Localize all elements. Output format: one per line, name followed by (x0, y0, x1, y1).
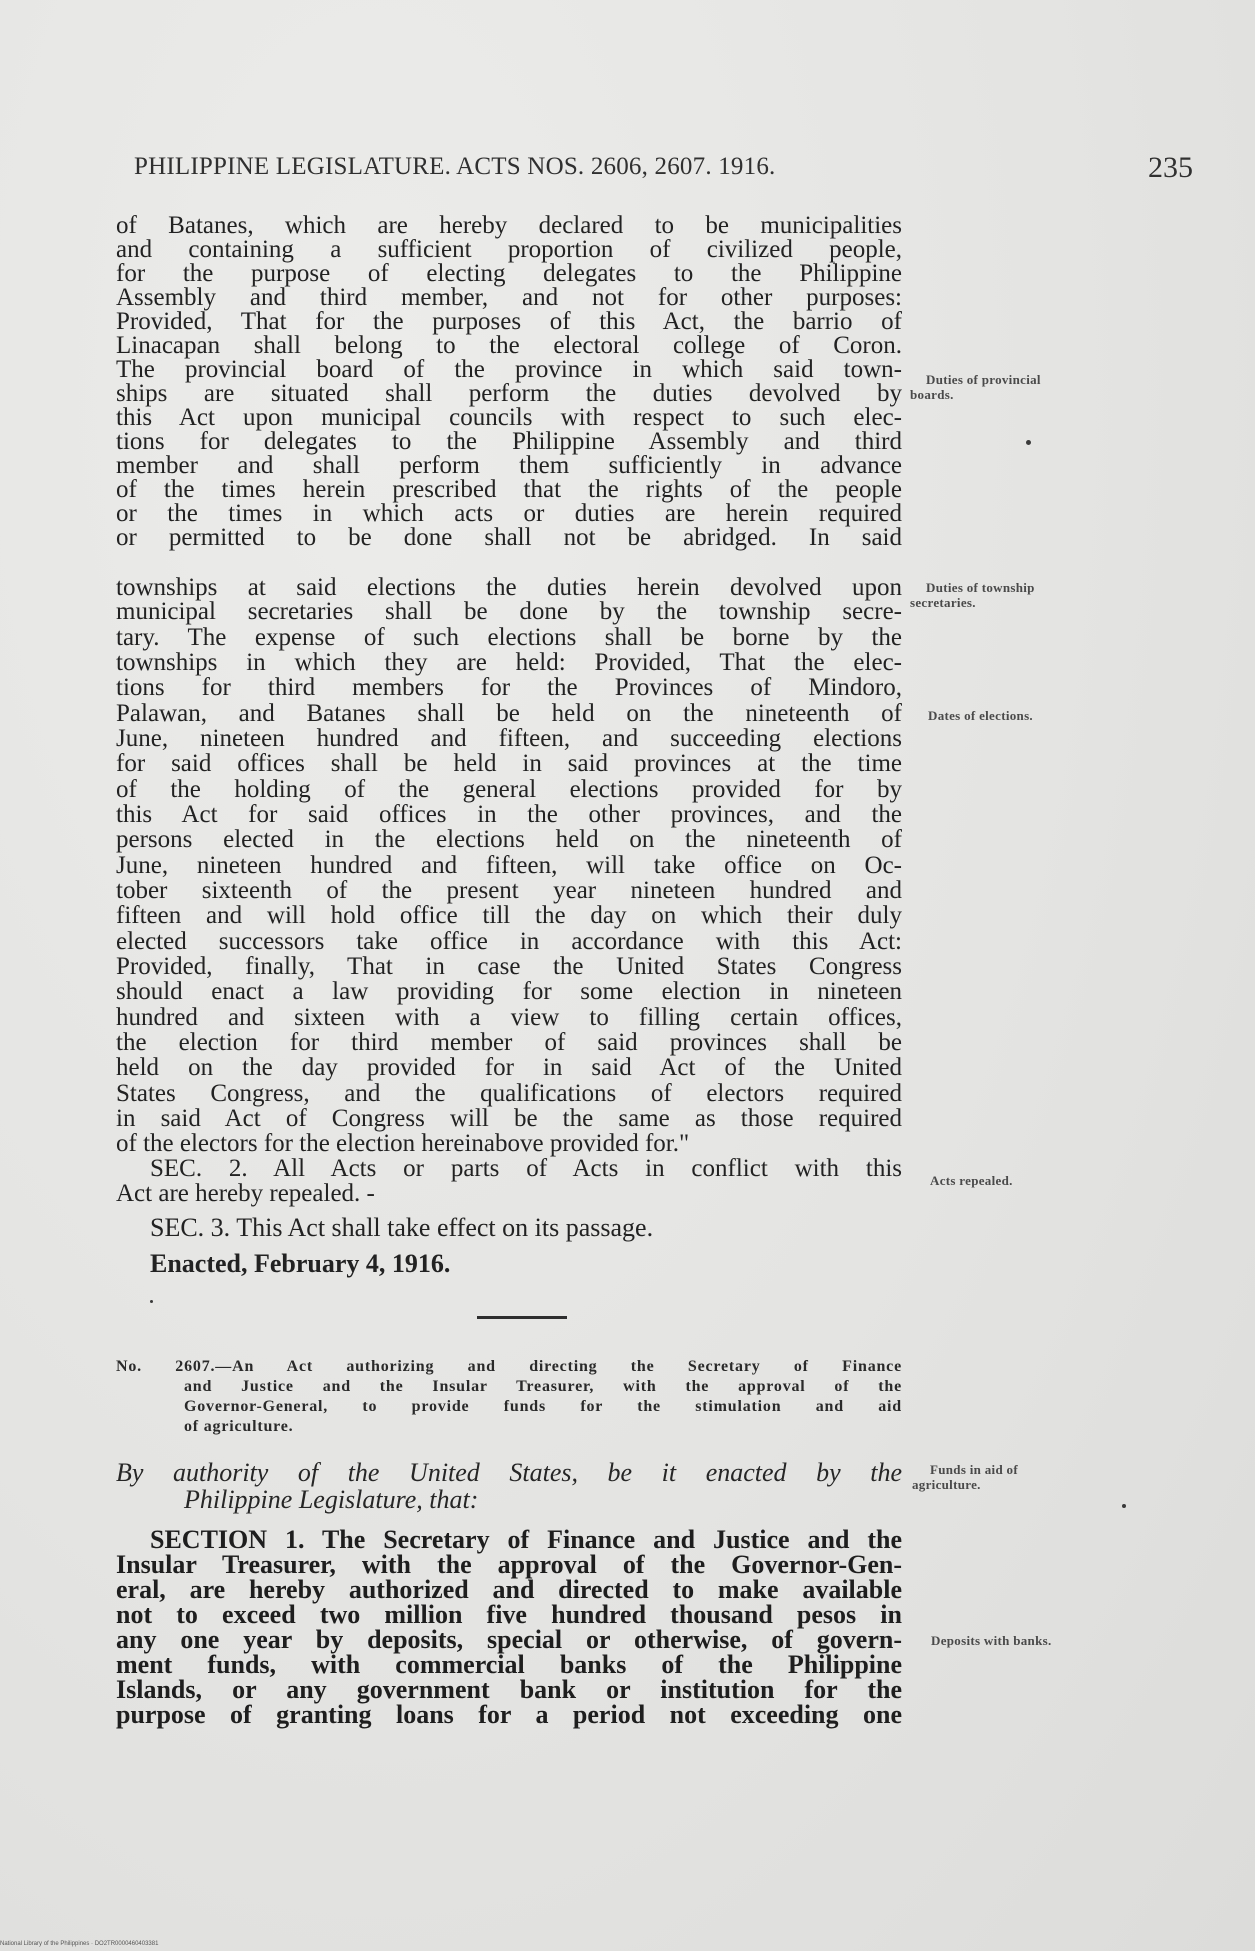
section-1-line: Islands, or any government bank or institution for the (116, 1675, 902, 1704)
enacting-clause: By authority of the United States, be it enacted by the (116, 1458, 902, 1487)
text-line: June, nineteen hundred and fifteen, will take office on Oc- (116, 852, 902, 879)
text-line: tions for delegates to the Philippine Assembly and third (116, 428, 902, 455)
text-line: townships at said elections the duties herein devolved upon (116, 574, 902, 601)
text-line: Palawan, and Batanes shall be held on the nineteenth of (116, 700, 902, 727)
text-line: in said Act of Congress will be the same as those required (116, 1105, 902, 1132)
text-line: for the purpose of electing delegates to the Philippine (116, 260, 902, 287)
section-1-line: Insular Treasurer, with the approval of the Governor-Gen- (116, 1550, 902, 1579)
margin-note-text: boards. (910, 387, 954, 402)
section-3: SEC. 3. This Act shall take effect on its passage. (150, 1213, 654, 1242)
text-line: tions for third members for the Provinces of Mindoro, (116, 674, 902, 701)
text-line: of the holding of the general elections provided for by (116, 776, 902, 803)
text-line: Provided, finally, That in case the United States Congress (116, 953, 902, 980)
margin-note-text: Duties of provincial (926, 372, 1041, 387)
enacted-date: Enacted, February 4, 1916. (150, 1249, 451, 1278)
text-line: of the electors for the election hereinabove provided for." (116, 1130, 690, 1157)
text-line: Linacapan shall belong to the electoral college of Coron. (116, 332, 902, 359)
enacting-clause: Philippine Legislature, that: (184, 1485, 479, 1514)
section-1-line: ment funds, with commercial banks of the Philippine (116, 1650, 902, 1679)
text-line: or the times in which acts or duties are herein required (116, 500, 902, 527)
text-line: townships in which they are held: Provided, That the elec- (116, 649, 902, 676)
scan-speck (1122, 1504, 1126, 1508)
margin-note-deposits-banks: Deposits with banks. (931, 1633, 1052, 1648)
text-line: ships are situated shall perform the duties devolved by (116, 380, 902, 407)
text-line: of Batanes, which are hereby declared to be municipalities (116, 212, 902, 239)
margin-note-text: secretaries. (910, 595, 976, 610)
margin-note-dates-elections: Dates of elections. (928, 708, 1033, 723)
text-line: municipal secretaries shall be done by the township secre- (116, 598, 902, 625)
text-line: this Act upon municipal councils with respect to such elec- (116, 404, 902, 431)
margin-note-acts-repealed: Acts repealed. (930, 1173, 1013, 1188)
scan-credit: National Library of the Philippines · DO2TR0000460403381 (0, 1941, 159, 1947)
section-1-line: not to exceed two million five hundred thousand pesos in (116, 1600, 902, 1629)
margin-note-duties-provincial (910, 372, 1041, 402)
text-line: should enact a law providing for some election in nineteen (116, 978, 902, 1005)
text-line: this Act for said offices in the other provinces, and the (116, 801, 902, 828)
act-title-line: and Justice and the Insular Treasurer, with the approval of the (184, 1378, 902, 1395)
text-line: or permitted to be done shall not be abridged. In said (116, 524, 902, 551)
section-divider (477, 1316, 567, 1319)
section-2-line: SEC. 2. All Acts or parts of Acts in conflict with this (150, 1155, 902, 1182)
margin-note-duties-township (910, 580, 1035, 610)
section-1-line: SECTION 1. The Secretary of Finance and Justice and the (150, 1525, 902, 1554)
act-title-line: of agriculture. (184, 1418, 294, 1435)
text-line: tary. The expense of such elections shall be borne by the (116, 624, 902, 651)
text-line: Assembly and third member, and not for other purposes: (116, 284, 902, 311)
text-line: The provincial board of the province in which said town- (116, 356, 902, 383)
text-line: the election for third member of said provinces shall be (116, 1029, 902, 1056)
margin-note-funds-aid (912, 1462, 1018, 1492)
text-line: persons elected in the elections held on the nineteenth of (116, 826, 902, 853)
scan-speck (150, 1300, 153, 1303)
section-1-line: eral, are hereby authorized and directed to make available (116, 1575, 902, 1604)
act-title-line: No. 2607.—An Act authorizing and directing the Secretary of Finance (116, 1358, 902, 1375)
margin-note-text: Duties of township (926, 580, 1035, 595)
text-line: hundred and sixteen with a view to filling certain offices, (116, 1004, 902, 1031)
margin-note-text: agriculture. (912, 1477, 981, 1492)
section-1-line: any one year by deposits, special or otherwise, of govern- (116, 1625, 902, 1654)
section-1-line: purpose of granting loans for a period not exceeding one (116, 1700, 902, 1729)
scan-speck (1026, 440, 1031, 445)
text-line: tober sixteenth of the present year nineteen hundred and (116, 877, 902, 904)
text-line: June, nineteen hundred and fifteen, and succeeding elections (116, 725, 902, 752)
text-line: Provided, That for the purposes of this Act, the barrio of (116, 308, 902, 335)
text-line: elected successors take office in accordance with this Act: (116, 928, 902, 955)
text-line: fifteen and will hold office till the day on which their duly (116, 902, 902, 929)
margin-note-text: Funds in aid of (930, 1462, 1018, 1477)
text-line: held on the day provided for in said Act of the United (116, 1054, 902, 1081)
text-line: member and shall perform them sufficiently in advance (116, 452, 902, 479)
page-number: 235 (1148, 151, 1193, 184)
section-2-line: Act are hereby repealed. - (116, 1180, 375, 1207)
text-line: of the times herein prescribed that the rights of the people (116, 476, 902, 503)
text-line: for said offices shall be held in said provinces at the time (116, 750, 902, 777)
text-line: and containing a sufficient proportion of civilized people, (116, 236, 902, 263)
act-title-line: Governor-General, to provide funds for the stimulation and aid (184, 1398, 902, 1415)
text-line: States Congress, and the qualifications of electors required (116, 1080, 902, 1107)
running-head: PHILIPPINE LEGISLATURE. ACTS NOS. 2606, 2607. 1916. (134, 153, 776, 180)
